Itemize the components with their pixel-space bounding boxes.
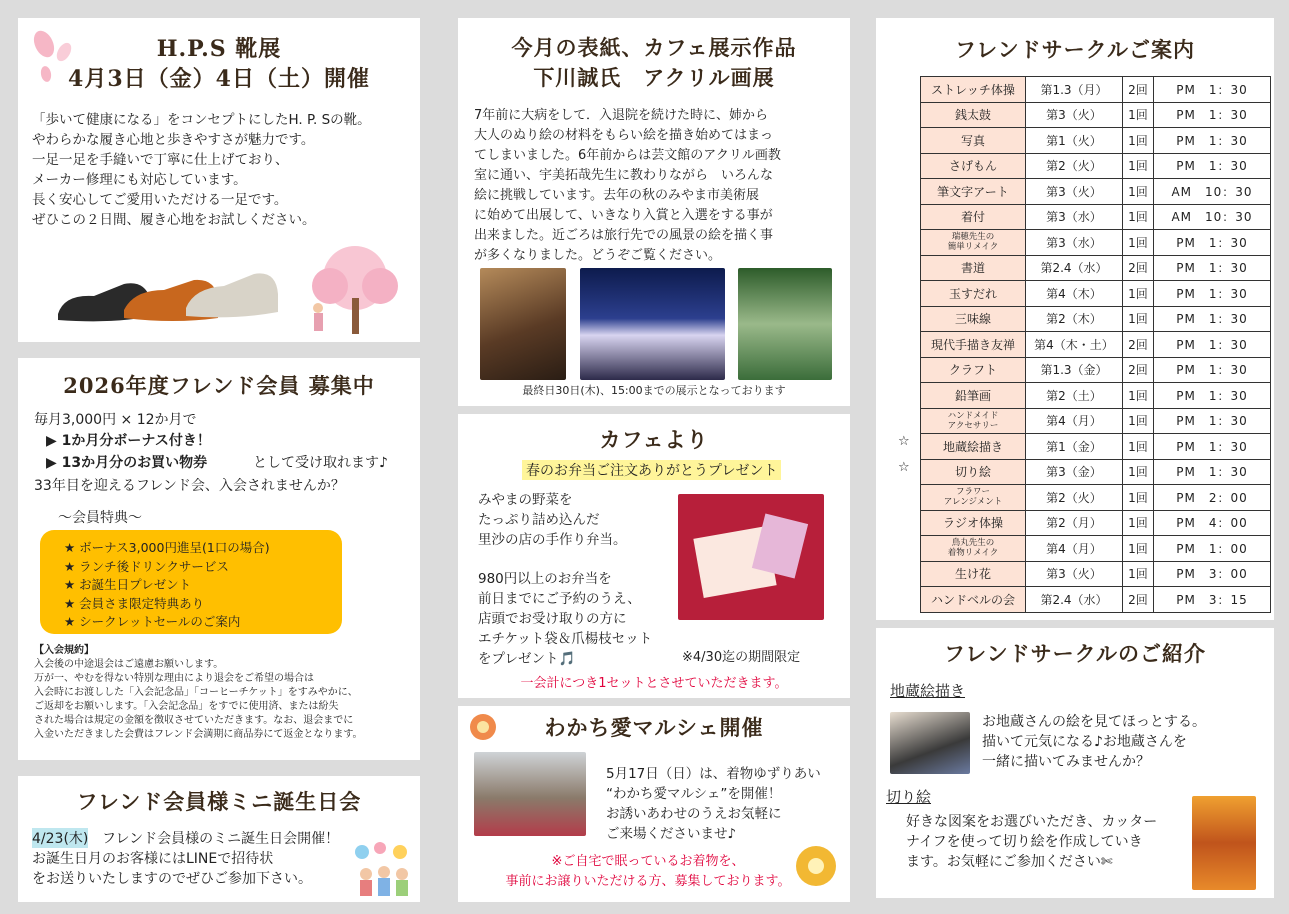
circle-hour: PM 1：30 [1154,434,1271,460]
circle-row [921,485,1271,511]
cafe-limit: ※4/30迄の期間限定 [682,650,801,665]
circle-day: 第3（金） [1026,459,1123,485]
circle-row [921,408,1271,434]
circle-times: 1回 [1123,485,1154,511]
kirie-label: 切り絵 [886,788,932,806]
circle-times: 1回 [1123,459,1154,485]
circle-day: 第3（火） [1026,179,1123,205]
circle-row [921,102,1271,128]
circle-day: 第3（水） [1026,230,1123,256]
circle-times: 1回 [1123,561,1154,587]
circle-day: 第2.4（水） [1026,255,1123,281]
cafe-note: 一会計につき1セットとさせていただきます。 [520,676,788,691]
cafe-subtitle: 春のお弁当ご注文ありがとうプレゼント [522,460,781,480]
circle-row [921,383,1271,409]
circle-times: 1回 [1123,510,1154,536]
circle-row [921,179,1271,205]
circle-name: ラジオ体操 [921,510,1026,536]
circle-name-small: フラワー アレンジメント [943,487,1003,508]
circle-name-small: ハンドメイド アクセサリー [947,410,999,431]
circle-row [921,536,1271,562]
circle-row [921,357,1271,383]
jizo-label: 地蔵絵描き [890,682,966,700]
circle-row [921,587,1271,613]
circle-hour: PM 1：00 [1154,536,1271,562]
circle-day: 第1（金） [1026,434,1123,460]
hps-panel [18,18,420,342]
circle-hour: PM 1：30 [1154,332,1271,358]
circle-day: 第4（木） [1026,281,1123,307]
cover-title: 今月の表紙、カフェ展示作品 [511,35,797,60]
circle-day: 第3（火） [1026,561,1123,587]
circle-row [921,255,1271,281]
circle-name: 玉すだれ [921,281,1026,307]
circle-times: 1回 [1123,281,1154,307]
jizo-photo [890,712,970,774]
rules-title: 【入会規約】 [34,645,94,656]
circle-day: 第1.3（金） [1026,357,1123,383]
circle-name [921,230,1026,256]
cafe-body1: みやまの野菜を たっぷり詰め込んだ 里沙の店の手作り弁当。 [478,492,627,548]
shoes-photo [54,254,284,334]
circle-title: フレンドサークルご案内 [954,37,1195,62]
cover-panel [458,18,850,406]
marche-photo [474,752,586,836]
circle-schedule-table [920,76,1271,613]
cover-caption: 最終日30日(木)、15:00までの展示となっております [522,384,786,397]
circle-name: 銭太鼓 [921,102,1026,128]
circle-day: 第4（木・土） [1026,332,1123,358]
circle-row [921,281,1271,307]
circle-times: 1回 [1123,204,1154,230]
intro-panel [876,628,1274,898]
party-people-illustration [350,842,416,898]
cafe-present-photo [678,494,824,620]
circle-row [921,77,1271,103]
circle-name: 地蔵絵描き [921,434,1026,460]
circle-row [921,434,1271,460]
circle-hour: PM 1：30 [1154,255,1271,281]
circle-times: 2回 [1123,332,1154,358]
star-mark-1: ☆ [898,434,910,449]
circle-name: さげもん [921,153,1026,179]
circle-name: クラフト [921,357,1026,383]
cafe-title: カフェより [599,427,709,452]
circle-row [921,204,1271,230]
circle-day: 第1（火） [1026,128,1123,154]
benefit-list: ★ ボーナス3,000円進呈(1口の場合) ★ ランチ後ドリンクサービス ★ お誕生日プレゼント ★ 会員さま限定特典あり ★ シークレットセールのご案内 [64,540,270,629]
birthday-title: フレンド会員様ミニ誕生日会 [76,789,362,814]
painting-portrait [480,268,566,380]
circle-times: 1回 [1123,153,1154,179]
circle-times: 1回 [1123,102,1154,128]
circle-row [921,306,1271,332]
circle-name: 写真 [921,128,1026,154]
birthday-line1: フレンド会員様のミニ誕生日会開催！ [102,831,340,847]
circle-day: 第2（木） [1026,306,1123,332]
circle-day: 第2（土） [1026,383,1123,409]
circle-name [921,485,1026,511]
circle-times: 1回 [1123,179,1154,205]
birthday-date: 4/23(木) [32,828,88,848]
circle-hour: PM 1：30 [1154,408,1271,434]
circle-hour: AM 10：30 [1154,179,1271,205]
circle-name: 現代手描き友禅 [921,332,1026,358]
intro-title: フレンドサークルのご紹介 [943,641,1206,666]
circle-name: ストレッチ体操 [921,77,1026,103]
chrysanthemum-icon [794,844,838,888]
circle-day: 第1.3（月） [1026,77,1123,103]
circle-hour: PM 2：00 [1154,485,1271,511]
jizo-text: お地蔵さんの絵を見てほっとする。 描いて元気になる♪お地蔵さんを 一緒に描いてみませんか？ [982,714,1206,770]
circle-row [921,230,1271,256]
circle-row [921,153,1271,179]
circle-name: ハンドベルの会 [921,587,1026,613]
circle-hour: PM 1：30 [1154,77,1271,103]
circle-times: 1回 [1123,306,1154,332]
circle-row [921,332,1271,358]
friend-title: 2026年度フレンド会員 募集中 [63,373,375,398]
friend-line3b: として受け取れます♪ [253,455,388,471]
circle-day: 第4（月） [1026,536,1123,562]
circle-hour: PM 1：30 [1154,153,1271,179]
circle-day: 第2.4（水） [1026,587,1123,613]
circle-day: 第2（月） [1026,510,1123,536]
circle-hour: PM 3：15 [1154,587,1271,613]
circle-hour: PM 1：30 [1154,306,1271,332]
circle-name-small: 瑞穂先生の 簡単リメイク [947,232,999,253]
circle-times: 1回 [1123,536,1154,562]
circle-times: 2回 [1123,587,1154,613]
circle-hour: PM 1：30 [1154,230,1271,256]
cover-subtitle: 下川誠氏 アクリル画展 [533,65,775,90]
circle-name: 書道 [921,255,1026,281]
circle-times: 1回 [1123,434,1154,460]
circle-hour: PM 1：30 [1154,357,1271,383]
circle-name [921,536,1026,562]
marche-panel [458,706,850,902]
circle-day: 第4（月） [1026,408,1123,434]
circle-name: 筆文字アート [921,179,1026,205]
painting-night-sakura [580,268,725,380]
circle-name: 生け花 [921,561,1026,587]
circle-times: 2回 [1123,77,1154,103]
marche-title: わかち愛マルシェ開催 [544,715,764,740]
circle-day: 第2（火） [1026,153,1123,179]
circle-row [921,459,1271,485]
friend-line4: 33年目を迎えるフレンド会、入会されませんか？ [34,478,345,494]
circle-name: 三味線 [921,306,1026,332]
circle-row [921,510,1271,536]
circle-day: 第2（火） [1026,485,1123,511]
circle-row [921,128,1271,154]
circle-hour: PM 1：30 [1154,102,1271,128]
circle-day: 第3（水） [1026,204,1123,230]
circle-name: 着付 [921,204,1026,230]
circle-times: 2回 [1123,357,1154,383]
kirie-text: 好きな図案をお選びいただき、カッター ナイフを使って切り絵を作成していき ます。お気軽にご参加ください✄ [906,814,1158,870]
marche-body: 5月17日（日）は、着物ゆずりあい “わかち愛マルシェ”を開催！ お誘いあわせのうえお気軽に ご来場くださいませ♪ [606,766,821,842]
circle-name [921,408,1026,434]
circle-day: 第3（火） [1026,102,1123,128]
hps-title: H.P.S 靴展 [156,36,282,62]
circle-hour: PM 1：30 [1154,383,1271,409]
painting-landscape [738,268,832,380]
kirie-photo [1192,796,1256,890]
friend-line2: ▶ 1か月分ボーナス付き！ [46,433,211,449]
star-mark-2: ☆ [898,460,910,475]
rules-text: 入会後の中途退会はご遠慮お願いします。 万が一、やむを得ない特別な理由により退会をご希望の場合は 入会時にお渡しした「入会記念品」「コーヒーチケット」をすみやかに、 ご返却をお願いします。「入会記念品」をすでに使用済、または紛失 された場合は規定の金額を徴収させていただきます。なお、退会までに 入金いただきました会費はフレンド会満期に商品券にて返金となります。 [34,659,363,740]
circle-times: 1回 [1123,128,1154,154]
birthday-panel [18,776,420,902]
friend-line1: 毎月3,000円 × 12か月で [34,412,197,428]
cafe-panel [458,414,850,698]
birthday-line2: お誕生日月のお客様にはLINEで招待状 をお送りいたしますのでぜひご参加下さい。 [32,851,312,887]
hps-body: 「歩いて健康になる」をコンセプトにしたH. P. Sの靴。 やわらかな履き心地と歩きやすさが魅力です。 一足一足を手縫いで丁寧に仕上げており、 メーカー修理にも対応しています。 長く安心してご愛用いただける一足です。 ぜひこの２日間、履き心地をお試しください。 [32,112,371,228]
circle-hour: PM 4：00 [1154,510,1271,536]
circle-row [921,561,1271,587]
circle-hour: PM 3：00 [1154,561,1271,587]
circle-times: 2回 [1123,255,1154,281]
circle-name-small: 鳥丸先生の 着物リメイク [947,538,999,559]
sakura-tree-illustration [300,246,410,338]
circle-name: 鉛筆画 [921,383,1026,409]
circle-hour: PM 1：30 [1154,128,1271,154]
circle-hour: PM 1：30 [1154,459,1271,485]
cover-body: 7年前に大病をして．入退院を続けた時に、姉から 大人のぬり絵の材料をもらい絵を描き始めてはまっ てしまいました。6年前からは芸文館のアクリル画教 室に通い、宇美拓哉先生に教わりながら いろんな 絵に挑戦しています。去年の秋のみやま市美術展 に始めて出展して、いきなり入賞と入選をする事が 出来ました。近ごろは旅行先での風景の絵を描く事 が多くなりました。どうぞご覧ください。 [474,108,781,263]
circle-times: 1回 [1123,383,1154,409]
circle-times: 1回 [1123,408,1154,434]
circle-hour: AM 10：30 [1154,204,1271,230]
marche-note: ※ご自宅で眠っているお着物を、 事前にお譲りいただける方、募集しております。 [505,854,791,889]
circle-name: 切り絵 [921,459,1026,485]
circle-times: 1回 [1123,230,1154,256]
benefit-title: ～会員特典～ [58,510,142,526]
friend-line3: ▶ 13か月分のお買い物券 [46,455,208,471]
cafe-body2: 980円以上のお弁当を 前日までにご予約のうえ、 店頭でお受け取りの方に エチケット袋＆爪楊枝セット をプレゼント🎵 [478,571,653,667]
circle-hour: PM 1：30 [1154,281,1271,307]
hps-date: 4月3日（金）4日（土）開催 [68,66,370,92]
